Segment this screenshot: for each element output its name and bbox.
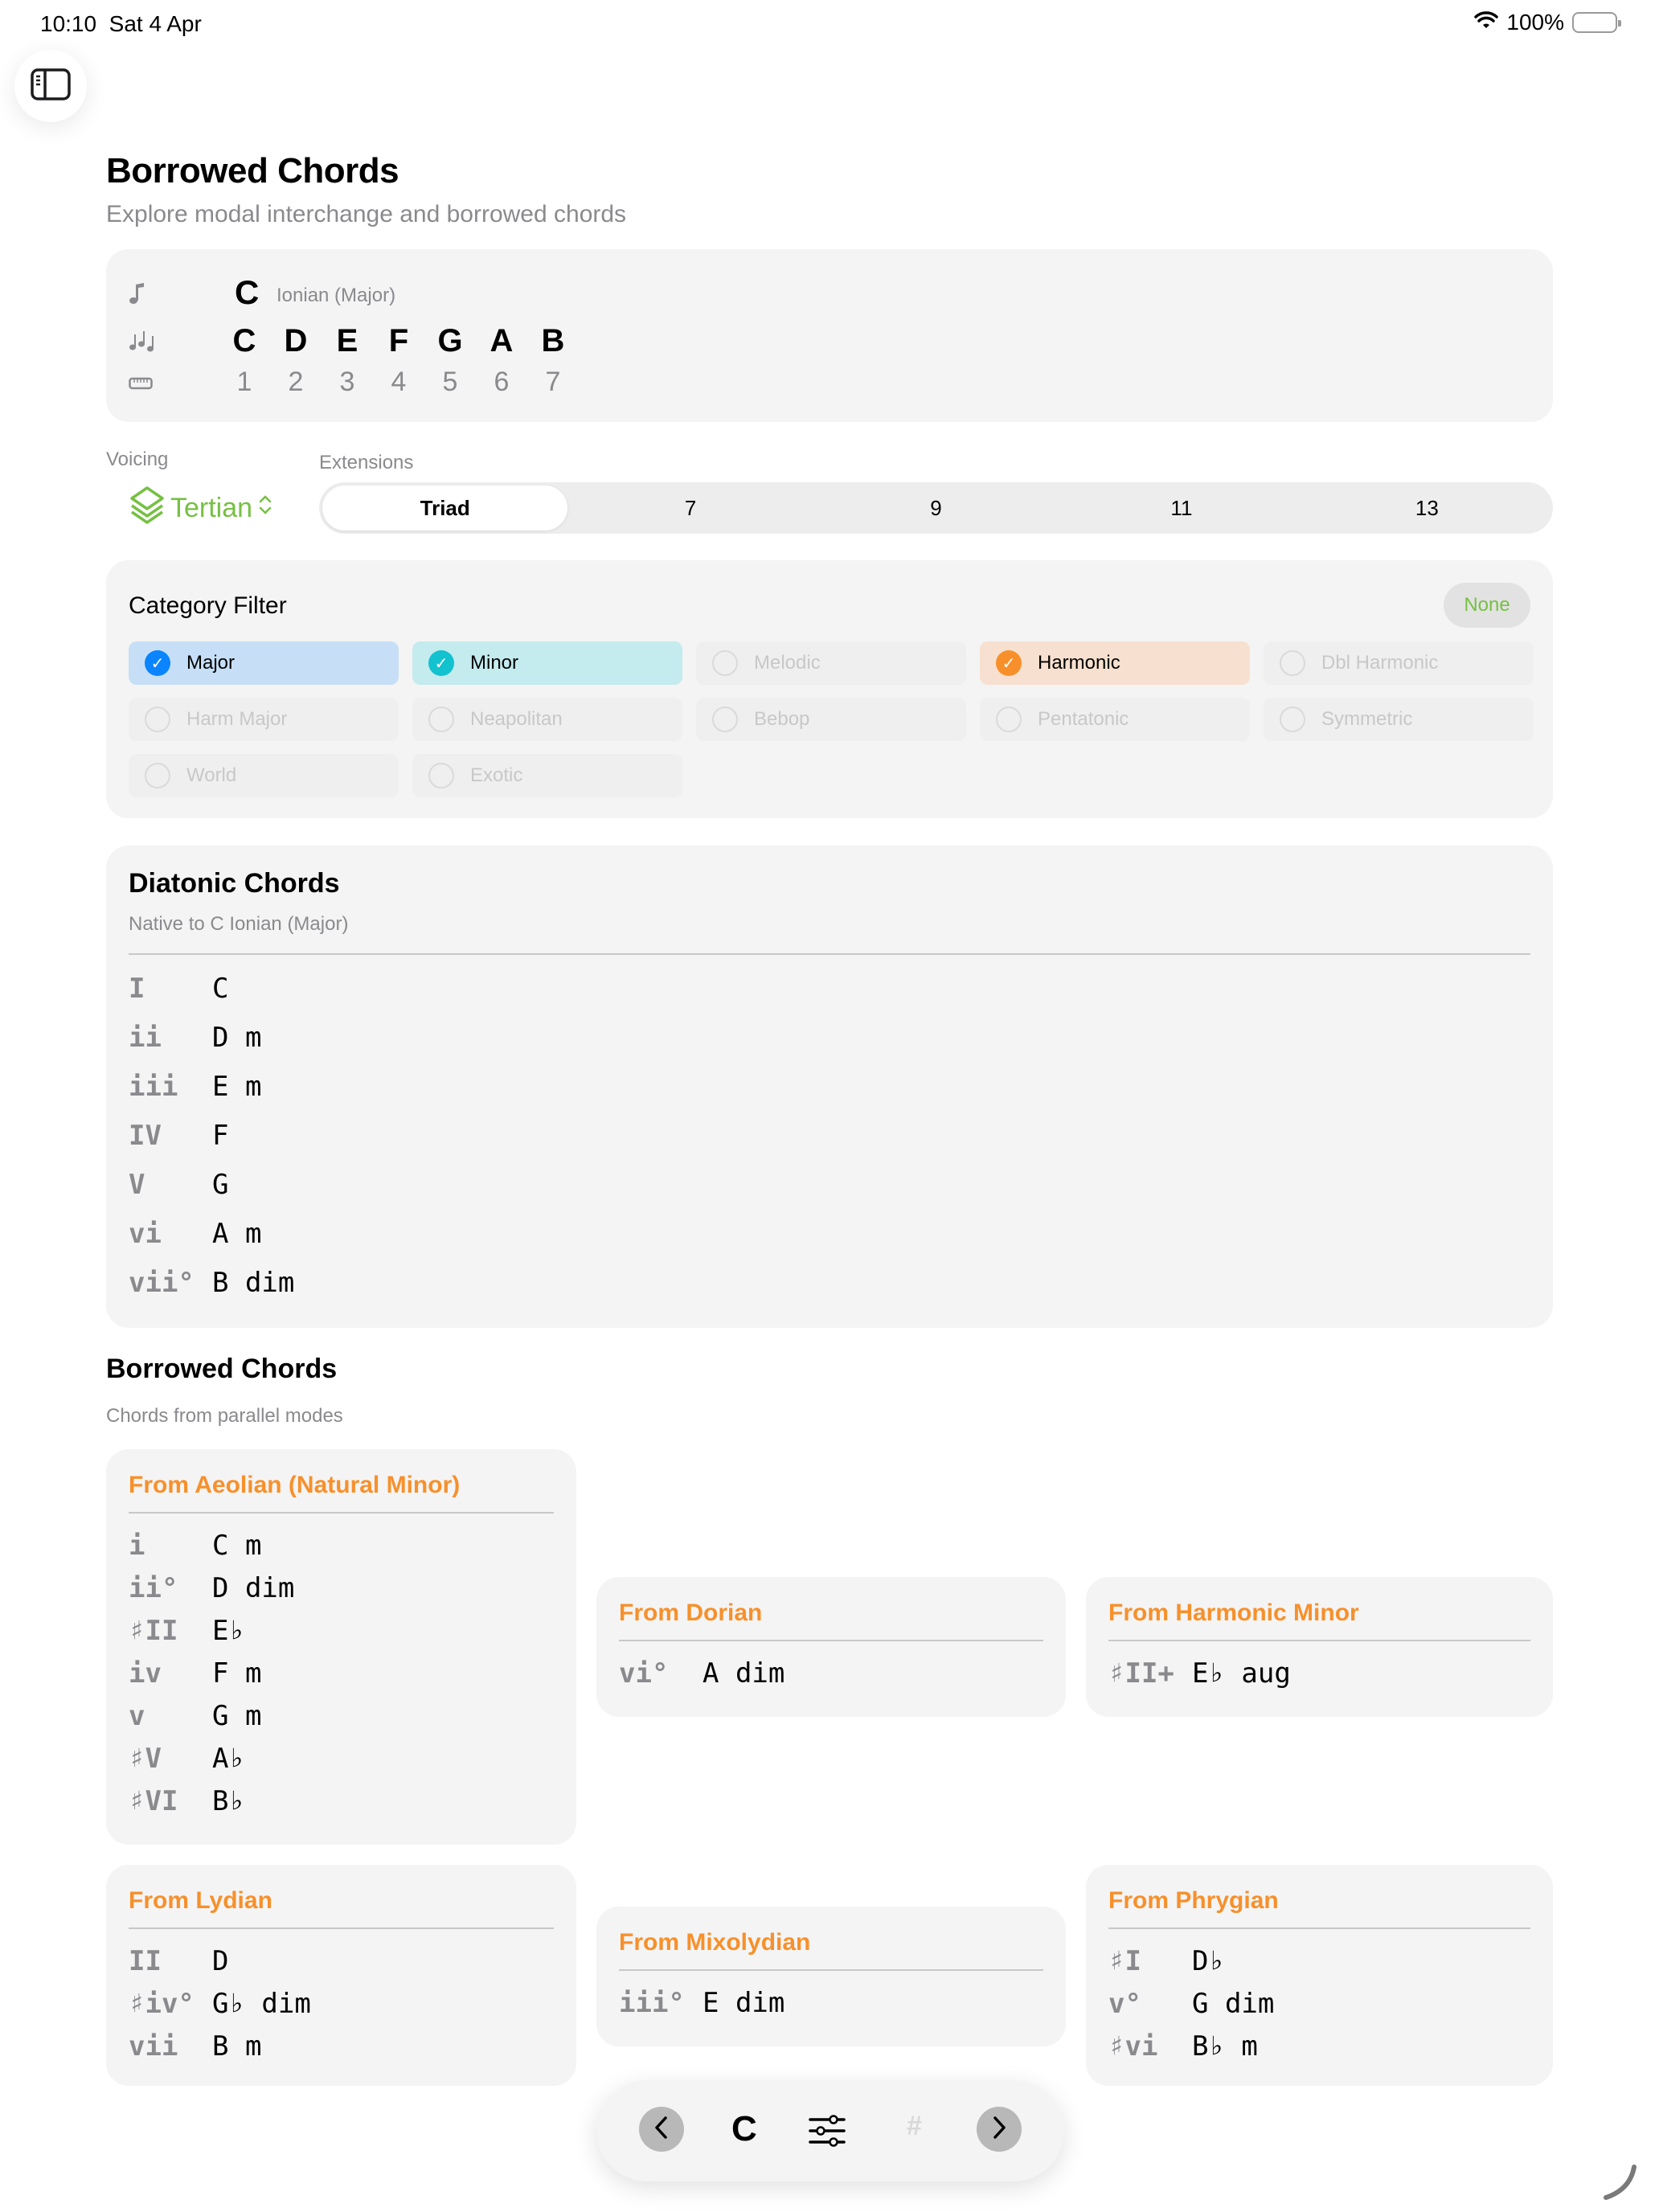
chord-name: G [212, 1169, 229, 1201]
roman-numeral: ♯vi [1108, 2030, 1158, 2062]
scale-note: B [541, 323, 565, 358]
roman-numeral: IV [129, 1120, 162, 1152]
chevron-updown-icon [257, 493, 273, 524]
divider [619, 1969, 1043, 1971]
time: 10:10 [40, 11, 97, 36]
radio-empty-icon [996, 707, 1022, 732]
layers-icon [129, 485, 166, 531]
chip-label: Symmetric [1321, 708, 1413, 730]
accidental-toggle-button[interactable]: # [907, 2111, 922, 2141]
chord-name: D♭ [1192, 1945, 1225, 1977]
status-indicators [1474, 10, 1617, 35]
scale-degree: 5 [442, 367, 458, 397]
radio-empty-icon [712, 650, 738, 676]
radio-empty-icon [712, 707, 738, 732]
page-title: Borrowed Chords [106, 151, 399, 190]
chip-neapolitan[interactable] [412, 698, 682, 741]
voicing-value: Tertian [170, 493, 253, 523]
scale-degree: 2 [288, 367, 304, 397]
roman-numeral: i [129, 1530, 145, 1562]
chip-harm-major[interactable] [129, 698, 399, 741]
roman-numeral: vi° [619, 1657, 669, 1690]
chord-row[interactable] [129, 1945, 228, 1977]
scale-note: E [336, 323, 358, 358]
chip-pentatonic[interactable] [980, 698, 1250, 741]
chip-label: Neapolitan [470, 708, 563, 730]
roman-numeral: vi [129, 1218, 162, 1250]
radio-empty-icon [145, 707, 170, 732]
divider [1108, 1927, 1530, 1929]
extensions-label: Extensions [319, 452, 414, 473]
voicing-label: Voicing [106, 449, 169, 470]
chord-row[interactable] [129, 1743, 245, 1775]
roman-numeral: V [129, 1169, 145, 1201]
chord-row[interactable] [129, 1022, 261, 1054]
chord-name: G m [212, 1700, 262, 1732]
roman-numeral: v [129, 1700, 145, 1732]
radio-empty-icon [428, 707, 454, 732]
chip-label: Melodic [754, 652, 821, 674]
chip-world[interactable] [129, 754, 399, 797]
chord-name: A♭ [212, 1743, 245, 1775]
extensions-segmented-control[interactable] [319, 482, 1553, 534]
chord-row[interactable] [129, 1615, 245, 1647]
borrowed-subtitle: Chords from parallel modes [106, 1405, 343, 1427]
chord-row[interactable] [129, 2030, 261, 2062]
chord-row[interactable] [129, 1785, 245, 1817]
mode-card-harmonic-minor [1086, 1577, 1553, 1717]
chip-bebop[interactable] [696, 698, 966, 741]
chord-name: G dim [1192, 1988, 1275, 2020]
chord-name: B♭ m [1192, 2030, 1258, 2062]
mode-title: From Mixolydian [619, 1929, 811, 1956]
chord-name: B m [212, 2030, 262, 2062]
chord-row[interactable] [129, 1120, 228, 1152]
chord-name: B dim [212, 1267, 295, 1299]
previous-key-button[interactable] [639, 2107, 684, 2152]
mode-card-aeolian [106, 1449, 576, 1845]
radio-empty-icon [428, 763, 454, 789]
chip-exotic[interactable] [412, 754, 682, 797]
chip-label: Major [186, 652, 236, 674]
mode-card-phrygian [1086, 1865, 1553, 2086]
chord-row[interactable] [1108, 1945, 1225, 1977]
mode-card-mixolydian [596, 1907, 1066, 2046]
chip-label: Dbl Harmonic [1321, 652, 1439, 674]
divider [1108, 1640, 1530, 1641]
extension-option-13[interactable]: 13 [1415, 495, 1439, 520]
chord-row[interactable] [619, 1657, 784, 1690]
ruler-icon [129, 376, 153, 395]
music-note-icon [129, 281, 146, 309]
divider [129, 1512, 554, 1514]
chord-name: F m [212, 1657, 262, 1690]
extension-option-triad[interactable]: Triad [322, 485, 567, 530]
chord-name: E♭ aug [1192, 1657, 1291, 1690]
chip-minor[interactable] [412, 641, 682, 685]
chip-label: Bebop [754, 708, 810, 730]
chord-row[interactable] [129, 1572, 294, 1604]
roman-numeral: v° [1108, 1988, 1141, 2020]
scale-note: F [388, 323, 409, 358]
chevron-right-icon [990, 2116, 1008, 2144]
chord-row[interactable] [1108, 2030, 1258, 2062]
chord-name: E dim [703, 1987, 785, 2019]
roman-numeral: ii [129, 1022, 162, 1054]
mode-title: From Phrygian [1108, 1887, 1279, 1914]
chord-row[interactable] [619, 1987, 784, 2019]
chord-name: D m [212, 1022, 262, 1054]
current-key-button[interactable]: C [731, 2109, 757, 2149]
sidebar-icon [31, 68, 71, 104]
roman-numeral: ♯iv° [129, 1988, 195, 2020]
extension-option-11[interactable]: 11 [1170, 495, 1193, 520]
mode-title: From Harmonic Minor [1108, 1600, 1359, 1626]
mode-title: From Aeolian (Natural Minor) [129, 1472, 461, 1498]
settings-sliders-button[interactable] [809, 2114, 846, 2152]
chord-name: G♭ dim [212, 1988, 311, 2020]
scale-degree: 3 [339, 367, 355, 397]
chord-row[interactable] [129, 1657, 261, 1690]
sliders-icon [809, 2137, 846, 2151]
mode-card-dorian [596, 1577, 1066, 1717]
chord-row[interactable] [129, 1218, 261, 1250]
roman-numeral: ♯II+ [1108, 1657, 1174, 1690]
category-filter-title: Category Filter [129, 592, 287, 619]
radio-empty-icon [1280, 650, 1305, 676]
chord-name: C [212, 973, 229, 1005]
roman-numeral: I [129, 973, 145, 1005]
scale-degree: 1 [236, 367, 252, 397]
chip-label: Harm Major [186, 708, 288, 730]
scale-note: G [437, 323, 463, 358]
chord-row[interactable] [129, 1071, 261, 1103]
status-time [40, 11, 202, 37]
chip-melodic[interactable] [696, 641, 966, 685]
chip-label: Minor [470, 652, 519, 674]
roman-numeral: II [129, 1945, 162, 1977]
voicing-picker[interactable] [129, 485, 273, 531]
chord-name: F [212, 1120, 229, 1152]
roman-numeral: ♯II [129, 1615, 178, 1647]
scale-note: C [232, 323, 256, 358]
notes-icon [129, 330, 156, 356]
category-filter-panel [106, 560, 1553, 818]
chord-name: A m [212, 1218, 262, 1250]
roman-numeral: iii [129, 1071, 178, 1103]
chord-name: A dim [703, 1657, 785, 1690]
diatonic-chords-panel [106, 846, 1553, 1328]
scale-degree: 4 [391, 367, 407, 397]
mode-title: From Lydian [129, 1887, 272, 1914]
chord-name: D dim [212, 1572, 295, 1604]
chord-name: C m [212, 1530, 262, 1562]
chord-name: B♭ [212, 1785, 245, 1817]
chip-label: Pentatonic [1038, 708, 1129, 730]
borrowed-title: Borrowed Chords [106, 1354, 338, 1384]
scale-degree: 6 [494, 367, 510, 397]
extension-option-9[interactable]: 9 [930, 495, 942, 520]
divider [129, 953, 1530, 955]
chord-row[interactable] [1108, 1988, 1274, 2020]
chip-label: Exotic [470, 764, 523, 786]
chip-label: Harmonic [1038, 652, 1120, 674]
roman-numeral: vii [129, 2030, 178, 2062]
checkmark-icon: ✓ [428, 650, 454, 676]
sidebar-toggle-button[interactable] [14, 50, 87, 122]
radio-empty-icon [1280, 707, 1305, 732]
date: Sat 4 Apr [109, 11, 202, 36]
chip-dbl-harmonic[interactable] [1264, 641, 1534, 685]
key-card[interactable] [106, 249, 1553, 422]
chord-name: E m [212, 1071, 262, 1103]
roman-numeral: ♯V [129, 1743, 162, 1775]
divider [619, 1640, 1043, 1641]
chevron-left-icon [653, 2116, 670, 2144]
battery-icon [1572, 12, 1617, 33]
bottom-toolbar [596, 2080, 1064, 2181]
diatonic-subtitle: Native to C Ionian (Major) [129, 913, 349, 935]
none-button[interactable]: None [1444, 583, 1530, 628]
scale-note: A [490, 323, 514, 358]
roman-numeral: iii° [619, 1987, 685, 2019]
wifi-icon [1474, 10, 1498, 35]
roman-numeral: vii° [129, 1267, 195, 1299]
page-subtitle: Explore modal interchange and borrowed chords [106, 201, 627, 227]
scroll-indicator[interactable] [1600, 2162, 1640, 2206]
chord-row[interactable] [129, 1700, 261, 1732]
chip-symmetric[interactable] [1264, 698, 1534, 741]
divider [129, 1927, 554, 1929]
chip-label: World [186, 764, 237, 786]
diatonic-title: Diatonic Chords [129, 868, 340, 899]
radio-empty-icon [145, 763, 170, 789]
roman-numeral: ♯I [1108, 1945, 1141, 1977]
checkmark-icon: ✓ [145, 650, 170, 676]
key-root: C [235, 273, 260, 311]
chord-name: E♭ [212, 1615, 245, 1647]
roman-numeral: ♯VI [129, 1785, 178, 1817]
chord-row[interactable] [1108, 1657, 1291, 1690]
roman-numeral: ii° [129, 1572, 178, 1604]
mode-card-lydian [106, 1865, 576, 2086]
chord-row[interactable] [129, 1530, 261, 1562]
chord-row[interactable] [129, 1169, 228, 1201]
key-mode: Ionian (Major) [276, 285, 396, 306]
scale-degree: 7 [545, 367, 561, 397]
chord-row[interactable] [129, 1988, 311, 2020]
checkmark-icon: ✓ [996, 650, 1022, 676]
battery-percent: 100% [1506, 10, 1564, 35]
chord-row[interactable] [129, 973, 228, 1005]
chord-row[interactable] [129, 1267, 294, 1299]
chip-major[interactable] [129, 641, 399, 685]
extension-option-7[interactable]: 7 [684, 495, 697, 520]
next-key-button[interactable] [977, 2107, 1022, 2152]
roman-numeral: iv [129, 1657, 162, 1690]
chip-harmonic[interactable] [980, 641, 1250, 685]
mode-title: From Dorian [619, 1600, 763, 1626]
scale-note: D [284, 323, 308, 358]
chord-name: D [212, 1945, 229, 1977]
